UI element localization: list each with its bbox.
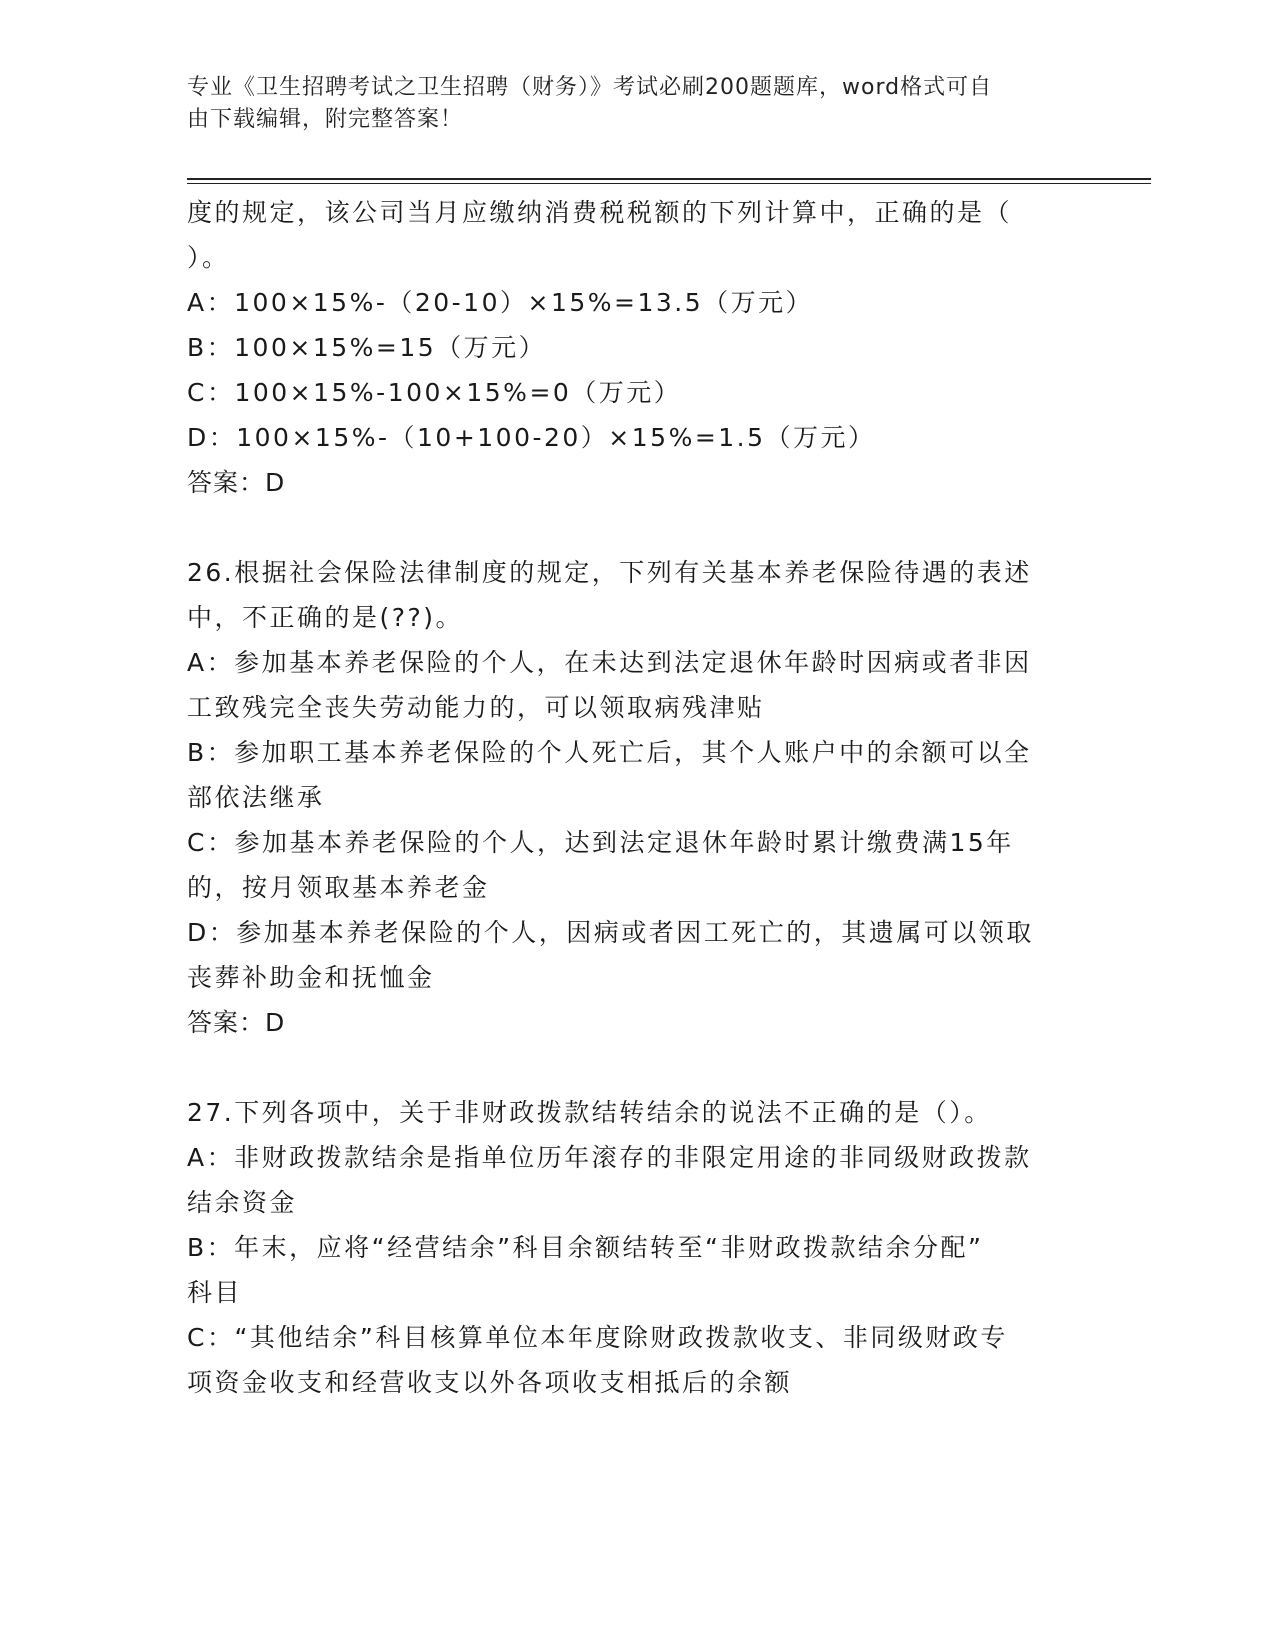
question-27-option-c-line-1: C：“其他结余”科目核算单位本年度除财政拨款收支、非同级财政专 xyxy=(187,1323,1008,1352)
question-27 xyxy=(187,1090,1077,1405)
question-26-option-b-line-2: 部依法继承 xyxy=(187,783,325,812)
document-body xyxy=(187,190,1077,1405)
question-26-answer: 答案：D xyxy=(187,1008,286,1037)
question-27-option-a-line-2: 结余资金 xyxy=(187,1188,298,1217)
question-27-option-b-line-2: 科目 xyxy=(187,1278,243,1307)
header-line-1: 专业《卫生招聘考试之卫生招聘（财务）》考试必刷200题题库，word格式可自 xyxy=(187,75,993,100)
question-26-option-b-line-1: B：参加职工基本养老保险的个人死亡后，其个人账户中的余额可以全 xyxy=(187,738,1032,767)
question-26-option-c-line-2: 的，按月领取基本养老金 xyxy=(187,873,490,902)
question-27-option-a-line-1: A：非财政拨款结余是指单位历年滚存的非限定用途的非同级财政拨款 xyxy=(187,1143,1032,1172)
question-26 xyxy=(187,550,1077,1045)
question-26-option-c-line-1: C：参加基本养老保险的个人，达到法定退休年龄时累计缴费满15年 xyxy=(187,828,1014,857)
question-26-option-a-line-1: A：参加基本养老保险的个人，在未达到法定退休年龄时因病或者非因 xyxy=(187,648,1032,677)
question-26-stem-line-2: 中，不正确的是(??)。 xyxy=(187,603,464,632)
question-25 xyxy=(187,190,1077,505)
question-25-stem-line-1: 度的规定，该公司当月应缴纳消费税税额的下列计算中，正确的是（ xyxy=(187,198,1013,227)
question-25-answer: 答案：D xyxy=(187,468,286,497)
question-25-stem-line-2: ）。 xyxy=(187,243,230,272)
question-27-option-c-line-2: 项资金收支和经营收支以外各项收支相抵后的余额 xyxy=(187,1368,793,1397)
header-rule-thick xyxy=(187,178,1151,180)
page-header xyxy=(187,72,1067,136)
question-26-option-d-line-1: D：参加基本养老保险的个人，因病或者因工死亡的，其遗属可以领取 xyxy=(187,918,1034,947)
question-25-option-d: D：100×15%-（10+100-20）×15%=1.5（万元） xyxy=(187,423,876,452)
question-26-option-d-line-2: 丧葬补助金和抚恤金 xyxy=(187,963,435,992)
header-rule-thin xyxy=(187,183,1151,184)
question-26-option-a-line-2: 工致残完全丧失劳动能力的，可以领取病残津贴 xyxy=(187,693,765,722)
question-27-option-b-line-1: B：年末，应将“经营结余”科目余额结转至“非财政拨款结余分配” xyxy=(187,1233,984,1262)
header-line-2: 由下载编辑，附完整答案！ xyxy=(187,107,464,132)
question-27-stem-line-1: 27.下列各项中，关于非财政拨款结转结余的说法不正确的是（）。 xyxy=(187,1098,992,1127)
question-25-option-a: A：100×15%-（20-10）×15%=13.5（万元） xyxy=(187,288,814,317)
question-26-stem-line-1: 26.根据社会保险法律制度的规定，下列有关基本养老保险待遇的表述 xyxy=(187,558,1032,587)
question-25-option-b: B：100×15%=15（万元） xyxy=(187,333,547,362)
question-25-option-c: C：100×15%-100×15%=0（万元） xyxy=(187,378,682,407)
